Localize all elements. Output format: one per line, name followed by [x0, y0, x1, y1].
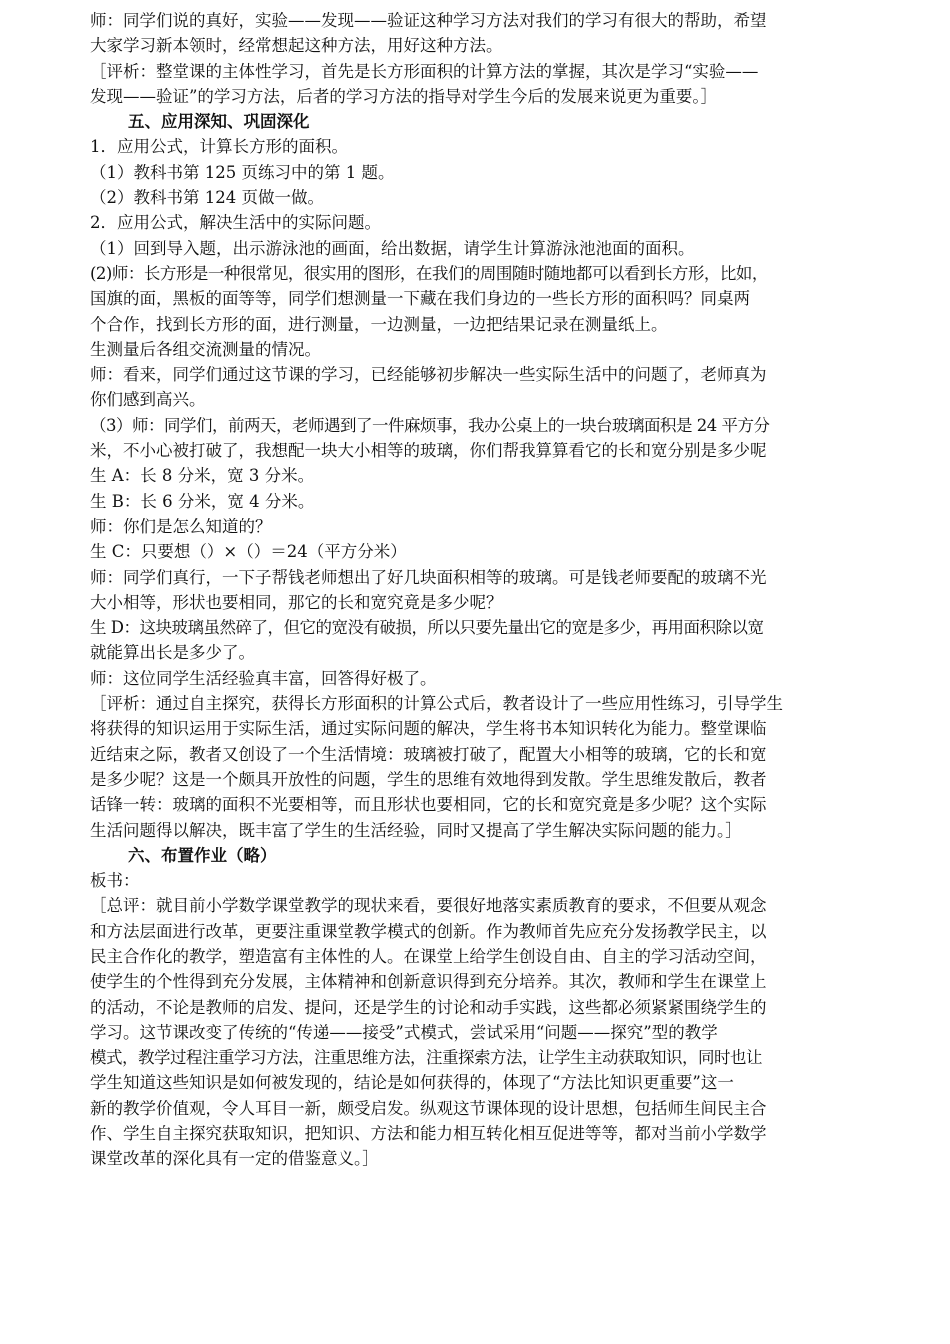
text-line: 近结束之际，教者又创设了一个生活情境：玻璃被打破了，配置大小相等的玻璃，它的长和宽 [90, 744, 767, 764]
text-line: （3）师：同学们，前两天，老师遇到了一件麻烦事，我办公桌上的一块台玻璃面积是 24 平方分 [90, 415, 770, 435]
text-line: 生测量后各组交流测量的情况。 [90, 339, 321, 359]
text-line: ［总评：就目前小学数学课堂教学的现状来看，要很好地落实素质教育的要求，不但要从观念 [90, 896, 767, 916]
text-line: 你们感到高兴。 [90, 390, 206, 410]
text-line: 和方法层面进行改革，更要注重课堂教学模式的创新。作为教师首先应充分发扬教学民主，以 [90, 921, 767, 941]
text-line: 新的教学价值观，令人耳目一新，颇受启发。纵观这节课体现的设计思想，包括师生间民主合 [90, 1098, 767, 1118]
text-line: 生 B：长 6 分米，宽 4 分米。 [90, 491, 315, 511]
text-line: 学生知道这些知识是如何被发现的，结论是如何获得的，体现了“方法比知识更重要”这一 [90, 1073, 734, 1093]
text-line: 民主合作化的教学，塑造富有主体性的人。在课堂上给学生创设自由、自主的学习活动空间， [90, 946, 767, 966]
document-page [90, 8, 865, 1172]
text-line: 就能算出长是多少了。 [90, 643, 255, 663]
text-line: 使学生的个性得到充分发展，主体精神和创新意识得到充分培养。其次，教师和学生在课堂上 [90, 972, 767, 992]
text-line: ［评析：通过自主探究，获得长方形面积的计算公式后，教者设计了一些应用性练习，引导学生 [90, 694, 783, 714]
text-line: 个合作，找到长方形的面，进行测量，一边测量，一边把结果记录在测量纸上。 [90, 314, 668, 334]
text-line: 生 D：这块玻璃虽然碎了，但它的宽没有破损，所以只要先量出它的宽是多少，再用面积除以宽 [90, 618, 764, 638]
text-line: 师：同学们说的真好，实验——发现——验证这种学习方法对我们的学习有很大的帮助，希望 [90, 11, 767, 30]
text-line: 是多少呢？这是一个颇具开放性的问题，学生的思维有效地得到发散。学生思维发散后，教者 [90, 769, 767, 789]
text-line: （1）回到导入题，出示游泳池的画面，给出数据，请学生计算游泳池池面的面积。 [90, 238, 695, 258]
text-line: 生 C：只要想（）×（）＝24（平方分米） [90, 542, 407, 562]
text-line: （2）教科书第 124 页做一做。 [90, 188, 324, 208]
text-line: 师：这位同学生活经验真丰富，回答得好极了。 [90, 668, 437, 688]
text-line: 大小相等，形状也要相同，那它的长和宽究竟是多少呢？ [90, 592, 503, 612]
text-line: 模式，教学过程注重学习方法，注重思维方法，注重探索方法，让学生主动获取知识，同时也让 [90, 1048, 762, 1068]
text-line: 作、学生自主探究获取知识，把知识、方法和能力相互转化相互促进等等，都对当前小学数学 [90, 1124, 767, 1144]
text-line: 师：同学们真行，一下子帮钱老师想出了好几块面积相等的玻璃。可是钱老师要配的玻璃不光 [90, 567, 767, 587]
text-line: 师：看来，同学们通过这节课的学习，已经能够初步解决一些实际生活中的问题了，老师真为 [90, 365, 767, 385]
text-line: 2．应用公式，解决生活中的实际问题。 [90, 213, 381, 233]
text-line: 1．应用公式，计算长方形的面积。 [90, 137, 348, 157]
text-line: 的活动，不论是教师的启发、提问，还是学生的讨论和动手实践，这些都必须紧紧围绕学生的 [90, 997, 767, 1017]
text-line: 发现——验证”的学习方法，后者的学习方法的指导对学生今后的发展来说更为重要。］ [90, 86, 718, 106]
text-line: （1）教科书第 125 页练习中的第 1 题。 [90, 162, 395, 182]
text-line: 课堂改革的深化具有一定的借鉴意义。］ [90, 1149, 379, 1169]
text-line: 学习。这节课改变了传统的“传递——接受”式模式，尝试采用“问题——探究”型的教学 [90, 1022, 718, 1042]
text-line: 师：你们是怎么知道的？ [90, 516, 272, 536]
text-line: 将获得的知识运用于实际生活，通过实际问题的解决，学生将书本知识转化为能力。整堂课临 [90, 719, 767, 739]
text-line: ［评析：整堂课的主体性学习，首先是长方形面积的计算方法的掌握，其次是学习“实验—— [90, 61, 759, 81]
text-line: 板书： [90, 871, 140, 891]
section-heading: 六、布置作业（略） [128, 845, 277, 865]
text-line: 生活问题得以解决，既丰富了学生的生活经验，同时又提高了学生解决实际问题的能力。］ [90, 820, 742, 840]
text-line: 话锋一转：玻璃的面积不光要相等，而且形状也要相同，它的长和宽究竟是多少呢？这个实际 [90, 795, 767, 815]
text-line: 生 A：长 8 分米，宽 3 分米。 [90, 466, 315, 486]
text-line: 大家学习新本领时，经常想起这种方法，用好这种方法。 [90, 36, 503, 56]
section-heading: 五、应用深知、巩固深化 [128, 112, 310, 132]
text-line: 米，不小心被打破了，我想配一块大小相等的玻璃，你们帮我算算看它的长和宽分别是多少呢 [90, 441, 767, 461]
text-line: 国旗的面，黑板的面等等，同学们想测量一下藏在我们身边的一些长方形的面积吗？同桌两 [90, 289, 750, 309]
text-line: (2)师：长方形是一种很常见，很实用的图形，在我们的周围随时随地都可以看到长方形，比如， [90, 263, 768, 283]
